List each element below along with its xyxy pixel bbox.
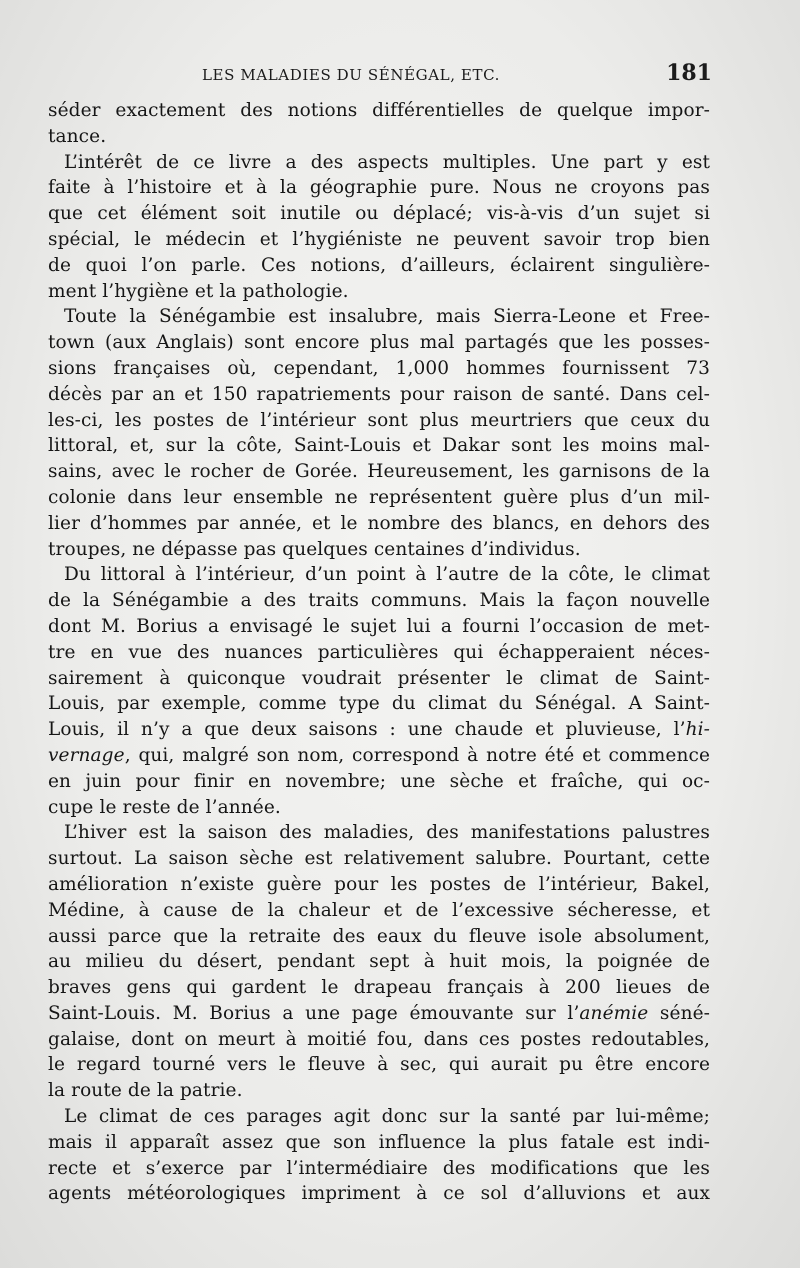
text-line — [48, 175, 710, 201]
text-line — [48, 304, 710, 330]
line-text: faite à l’histoire et à la géographie pure. Nous ne croyons pas — [48, 177, 710, 199]
line-text: spécial, le médecin et l’hygiéniste ne peuvent savoir trop bien — [48, 228, 710, 250]
line-text: troupes, ne dépasse pas quelques centaines d’individus. — [48, 538, 581, 560]
text-line — [48, 150, 710, 176]
line-text: recte et s’exerce par l’intermédiaire des modifications que les — [48, 1157, 710, 1179]
line-text: séné- — [648, 1002, 710, 1024]
text-line — [48, 279, 710, 305]
line-text: Toute la Sénégambie est insalubre, mais Sierra-Leone et Free- — [64, 306, 710, 328]
text-line — [48, 382, 710, 408]
text-line — [48, 537, 710, 563]
line-text: au milieu du désert, pendant sept à huit mois, la poignée de — [48, 951, 710, 973]
line-text: que cet élément soit inutile ou déplacé; vis-à-vis d’un sujet si — [48, 203, 710, 225]
line-text: Louis, par exemple, comme type du climat du Sénégal. A Saint- — [48, 693, 710, 715]
line-text: lier d’hommes par année, et le nombre des blancs, en dehors des — [48, 512, 710, 534]
line-text: tre en vue des nuances particulières qui échapperaient néces- — [48, 641, 710, 663]
line-text: Le climat de ces parages agit donc sur la santé par lui-même; — [64, 1106, 710, 1128]
text-line — [48, 924, 710, 950]
line-text: galaise, dont on meurt à moitié fou, dans ces postes redoutables, — [48, 1028, 710, 1050]
line-text: séder exactement des notions différentielles de quelque impor- — [48, 100, 710, 121]
text-line — [48, 253, 710, 279]
page-number: 181 — [666, 60, 712, 86]
line-text: dont M. Borius a envisagé le sujet lui a fourni l’occasion de met- — [48, 615, 710, 637]
text-line — [48, 666, 710, 692]
line-text: , qui, malgré son nom, correspond à notre été et commence — [124, 744, 710, 766]
text-line — [48, 820, 710, 846]
text-line — [48, 459, 710, 485]
text-line — [48, 769, 710, 795]
line-text: la route de la patrie. — [48, 1080, 243, 1102]
line-text: de la Sénégambie a des traits communs. Mais la façon nouvelle — [48, 590, 710, 612]
line-text: town (aux Anglais) sont encore plus mal partagés que les posses- — [48, 332, 710, 354]
text-line — [48, 1001, 710, 1027]
line-text: aussi parce que la retraite des eaux du fleuve isole absolument, — [48, 925, 710, 947]
text-line — [48, 949, 710, 975]
line-text: L’intérêt de ce livre a des aspects multiples. Une part y est — [64, 151, 710, 173]
line-text: sairement à quiconque voudrait présenter le climat de Saint- — [48, 667, 710, 689]
line-text: cupe le reste de l’année. — [48, 796, 281, 818]
line-text: décès par an et 150 rapatriements pour raison de santé. Dans cel- — [48, 383, 710, 405]
line-text: colonie dans leur ensemble ne représentent guère plus d’un mil- — [48, 486, 710, 508]
line-text: Du littoral à l’intérieur, d’un point à l’autre de la côte, le climat — [64, 564, 710, 586]
text-line — [48, 588, 710, 614]
line-text: le regard tourné vers le fleuve à sec, qui aurait pu être encore — [48, 1054, 710, 1076]
text-line — [48, 640, 710, 666]
line-text: mais il apparaît assez que son influence la plus fatale est indi- — [48, 1131, 710, 1153]
text-line — [48, 562, 710, 588]
text-line — [48, 201, 710, 227]
text-line — [48, 124, 710, 150]
text-line — [48, 872, 710, 898]
line-text: amélioration n’existe guère pour les postes de l’intérieur, Bakel, — [48, 873, 710, 895]
line-text: Saint-Louis. M. Borius a une page émouvante sur l’ — [48, 1002, 580, 1024]
body-text — [48, 98, 710, 1207]
line-text: L’hiver est la saison des maladies, des manifestations palustres — [64, 822, 710, 844]
text-line — [48, 717, 710, 743]
text-line — [48, 485, 710, 511]
running-head — [50, 60, 712, 90]
running-title: LES MALADIES DU SÉNÉGAL, ETC. — [202, 66, 500, 84]
text-line — [48, 1156, 710, 1182]
line-text: tance. — [48, 125, 107, 147]
text-line — [48, 1104, 710, 1130]
line-text: sains, avec le rocher de Gorée. Heureusement, les garnisons de la — [48, 461, 710, 483]
line-text: littoral, et, sur la côte, Saint-Louis et Dakar sont les moins mal- — [48, 435, 710, 457]
text-line — [48, 1078, 710, 1104]
line-text: Médine, à cause de la chaleur et de l’excessive sécheresse, et — [48, 899, 710, 921]
text-line — [48, 98, 710, 124]
text-line — [48, 846, 710, 872]
line-text: agents météorologiques impriment à ce sol d’alluvions et aux — [48, 1183, 710, 1205]
text-line — [48, 691, 710, 717]
line-text: de quoi l’on parle. Ces notions, d’ailleurs, éclairent singulière- — [48, 254, 710, 276]
line-text: Louis, il n’y a que deux saisons : une chaude et pluvieuse, l’ — [48, 719, 686, 741]
line-text: sions françaises où, cependant, 1,000 hommes fournissent 73 — [48, 357, 710, 379]
italic-term: anémie — [579, 1002, 649, 1024]
italic-term: vernage — [48, 744, 125, 766]
text-line — [48, 227, 710, 253]
text-line — [48, 433, 710, 459]
line-text: les-ci, les postes de l’intérieur sont plus meurtriers que ceux du — [48, 409, 710, 431]
text-line — [48, 356, 710, 382]
text-line — [48, 898, 710, 924]
text-line — [48, 1052, 710, 1078]
line-text: surtout. La saison sèche est relativement salubre. Pourtant, cette — [48, 848, 710, 870]
text-line — [48, 1130, 710, 1156]
italic-term: hi- — [685, 719, 710, 741]
text-line — [48, 511, 710, 537]
line-text: ment l’hygiène et la pathologie. — [48, 280, 349, 302]
text-line — [48, 408, 710, 434]
text-line — [48, 1027, 710, 1053]
text-line — [48, 614, 710, 640]
line-text: braves gens qui gardent le drapeau français à 200 lieues de — [48, 977, 710, 999]
line-text: en juin pour finir en novembre; une sèche et fraîche, qui oc- — [48, 770, 710, 792]
text-line — [48, 743, 710, 769]
text-line — [48, 330, 710, 356]
text-line — [48, 1181, 710, 1207]
text-line — [48, 975, 710, 1001]
text-line — [48, 795, 710, 821]
